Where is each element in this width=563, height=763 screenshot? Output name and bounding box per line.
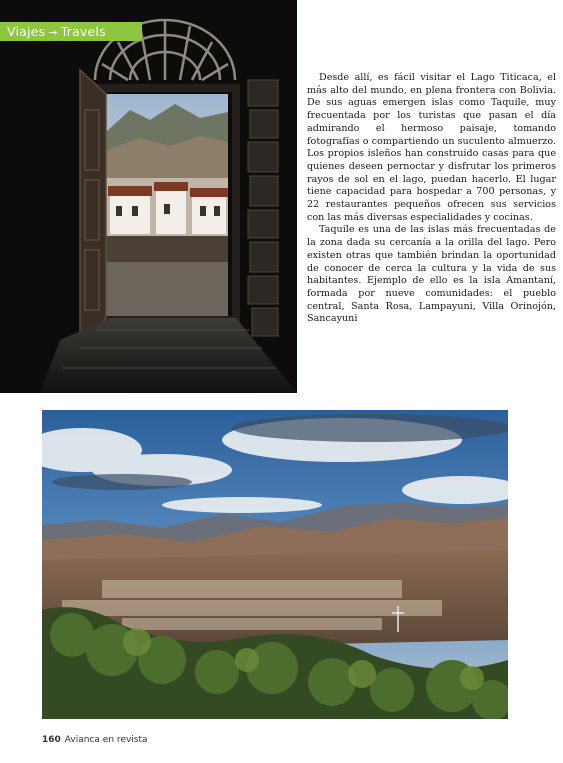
section-tag [0,22,142,41]
page-number: 160 [42,735,61,745]
article-paragraph: Taquile es una de las islas más frecuentadas de la zona dada su cercanía a la orilla del lago. Pero existen otras que también brindan la oportunidad de conocer de cerca la cultura y la vida de sus habitantes. Ejemplo de ello es la isla Amantaní, formada por nueve comunidades: el pueblo central, Santa Rosa, Lampayuni, Villa Orinojón, Sancayuni [307,224,556,325]
publication-name: Avianca en revista [64,735,148,745]
article-paragraph: Desde allí, es fácil visitar el Lago Titicaca, el más alto del mundo, en plena frontera con Bolivia. De sus aguas emergen islas como Taquile, muy frecuentada por los turistas que pasan el día admirando el hermoso paisaje, tomando fotografías o compartiendo un suculento almuerzo. Los propios isleños han construido casas para que quienes deseen pernoctar y disfrutar los primeros rayos de sol en el lago, puedan hacerlo. El lugar tiene capacidad para hospedar a 700 personas, y 22 restaurantes pequeños ofrecen sus servicios con las más diversas especialidades y cocinas. [307,72,556,223]
article-body [307,72,556,326]
page-footer [42,735,148,745]
arrow-icon: → [48,26,58,39]
doorway-photo [0,0,297,393]
section-label-en: Travels [60,24,106,39]
cusco-panorama-photo [42,410,508,719]
section-label-es: Viajes [7,24,46,39]
